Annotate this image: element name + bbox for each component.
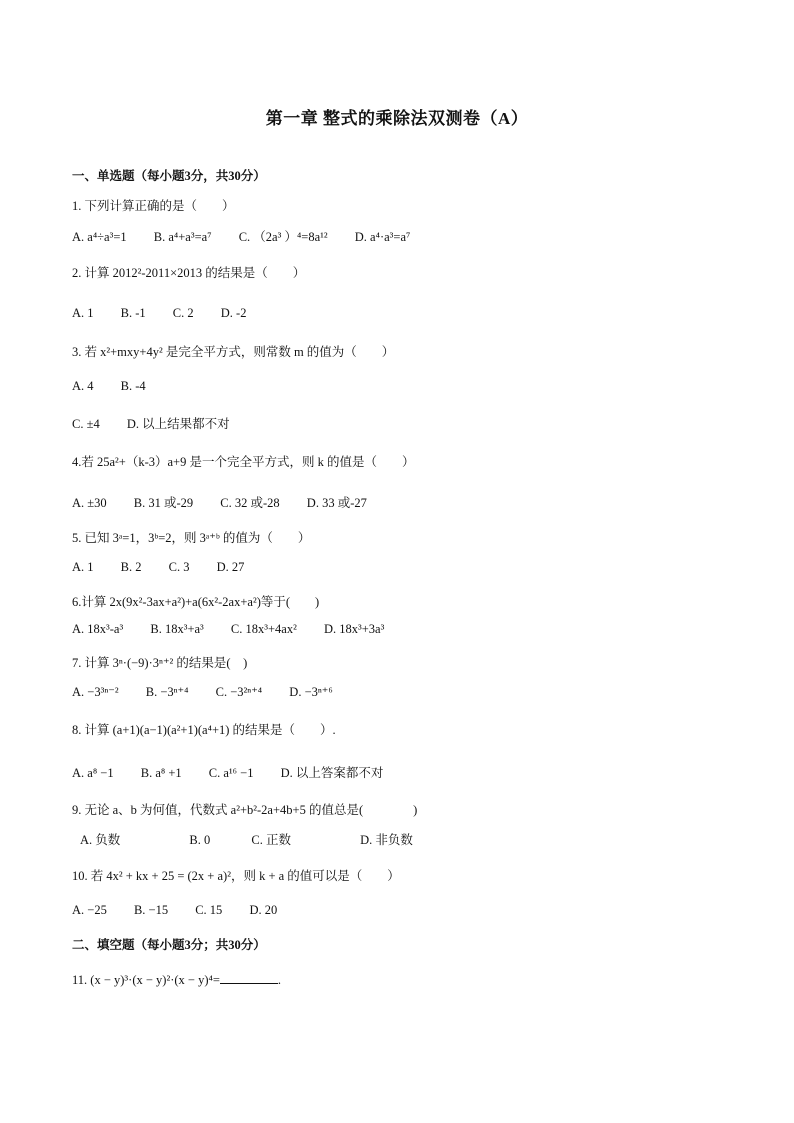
option-a: A. 1 (72, 560, 94, 574)
question-5-options (72, 560, 268, 575)
option-d: D. 18x³+3a³ (323, 622, 385, 636)
option-c: C. （2a³ ）⁴=8a¹² (238, 230, 328, 244)
option-c: C. a¹⁶ −1 (208, 766, 254, 780)
option-a: A. 负数 (80, 833, 121, 847)
question-2-options (72, 306, 270, 321)
option-b: B. -1 (120, 306, 146, 320)
option-c: C. 18x³+4ax² (230, 622, 297, 636)
question-6-options (72, 622, 408, 637)
question-11-text: 11. (x − y)³·(x − y)²·(x − y)⁴= (72, 973, 220, 987)
question-11 (72, 971, 281, 988)
answer-blank[interactable] (220, 971, 278, 984)
option-b: B. 2 (120, 560, 142, 574)
question-4: 4.若 25a²+（k-3）a+9 是一个完全平方式，则 k 的值是（ ） (72, 455, 415, 469)
option-c: C. 2 (172, 306, 194, 320)
question-7-options (72, 684, 357, 700)
option-c: C. −3²ⁿ⁺⁴ (215, 685, 263, 699)
option-b: B. a⁴+a³=a⁷ (153, 230, 212, 244)
question-10-options (72, 903, 301, 918)
question-7: 7. 计算 3ⁿ·(−9)·3ⁿ⁺² 的结果是( ) (72, 656, 248, 670)
option-b: B. a⁸ +1 (140, 766, 182, 780)
option-d: D. 以上答案都不对 (280, 766, 384, 780)
option-c: C. 32 或-28 (220, 496, 280, 510)
option-d: D. 33 或-27 (306, 496, 367, 510)
option-b: B. 0 (189, 833, 211, 847)
option-a: A. −25 (72, 903, 107, 917)
page-title: 第一章 整式的乘除法双测卷（A） (265, 109, 529, 128)
option-a: A. a⁴÷a³=1 (72, 230, 127, 244)
option-d: D. a⁴·a³=a⁷ (354, 230, 411, 244)
option-b: B. −3ⁿ⁺⁴ (145, 685, 189, 699)
option-d: D. −3ⁿ⁺⁶ (289, 685, 333, 699)
question-10: 10. 若 4x² + kx + 25 = (2x + a)²，则 k + a 的值可以是（ ） (72, 869, 400, 883)
question-3-options (72, 379, 170, 394)
question-4-options (72, 493, 391, 511)
question-8-options (72, 763, 407, 781)
option-a: A. ±30 (72, 496, 107, 510)
question-11-period: . (277, 973, 282, 987)
question-3: 3. 若 x²+mxy+4y² 是完全平方式，则常数 m 的值为（ ） (72, 345, 395, 359)
option-d: D. 27 (216, 560, 245, 574)
question-3-options-row2 (72, 414, 254, 432)
option-c: C. ±4 (72, 417, 100, 431)
question-9: 9. 无论 a、b 为何值，代数式 a²+b²-2a+4b+5 的值总是( ) (72, 803, 418, 817)
question-6: 6.计算 2x(9x²-3ax+a²)+a(6x²-2ax+a²)等于( ) (72, 595, 320, 609)
option-a: A. 18x³-a³ (72, 622, 124, 636)
option-b: B. -4 (120, 379, 146, 393)
option-c: C. 15 (195, 903, 223, 917)
option-b: B. 18x³+a³ (150, 622, 204, 636)
option-b: B. −15 (133, 903, 169, 917)
option-a: A. 4 (72, 379, 94, 393)
question-8: 8. 计算 (a+1)(a−1)(a²+1)(a⁴+1) 的结果是（ ）. (72, 723, 336, 737)
question-9-options (80, 830, 437, 848)
option-d: D. 以上结果都不对 (126, 417, 230, 431)
option-b: B. 31 或-29 (133, 496, 194, 510)
option-a: A. a⁸ −1 (72, 766, 114, 780)
question-5: 5. 已知 3ᵃ=1，3ᵇ=2，则 3ᵃ⁺ᵇ 的值为（ ） (72, 531, 311, 545)
question-1-options (72, 227, 434, 245)
option-c: C. 正数 (251, 833, 291, 847)
option-a: A. 1 (72, 306, 94, 320)
question-1: 1. 下列计算正确的是（ ） (72, 199, 235, 213)
option-d: D. -2 (220, 306, 247, 320)
option-d: D. 20 (249, 903, 278, 917)
question-2: 2. 计算 2012²-2011×2013 的结果是（ ） (72, 266, 306, 280)
option-c: C. 3 (168, 560, 190, 574)
option-a: A. −3³ⁿ⁻² (72, 685, 119, 699)
option-d: D. 非负数 (360, 833, 413, 847)
section-heading-fill-in: 二、填空题（每小题3分；共30分） (72, 938, 266, 952)
section-heading-choice: 一、单选题（每小题3分，共30分） (72, 169, 266, 183)
